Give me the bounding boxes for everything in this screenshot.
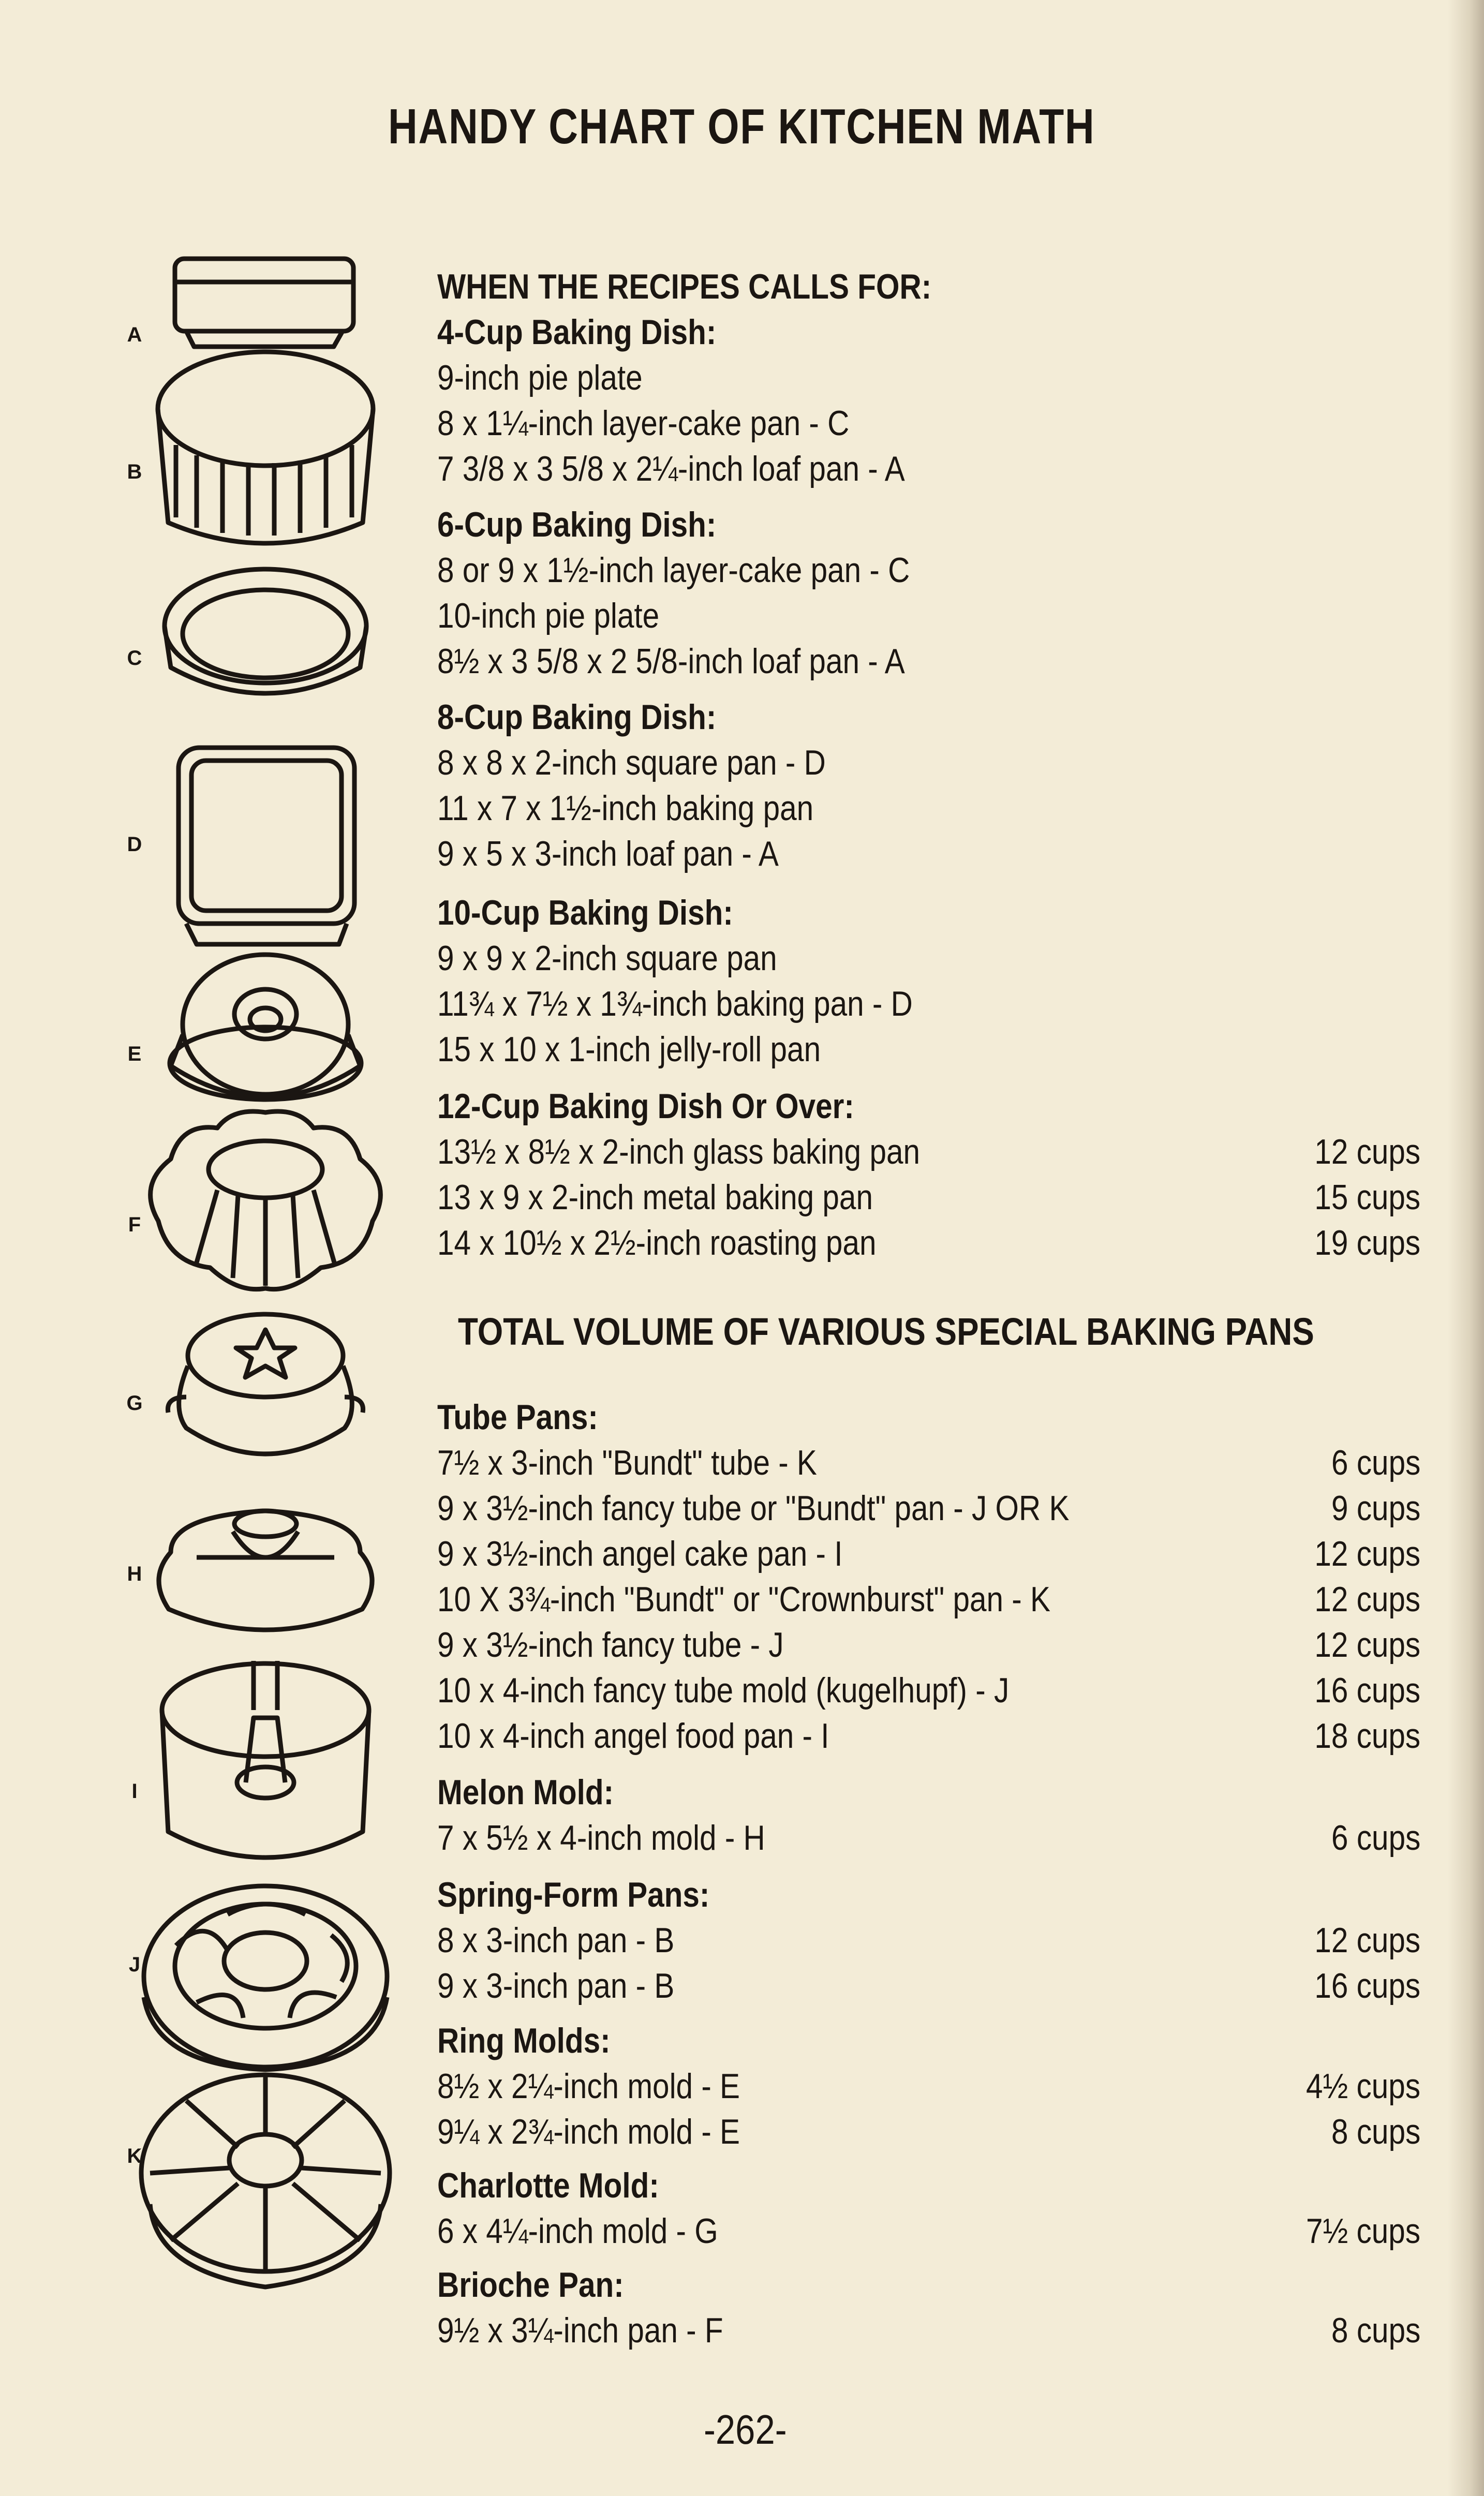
cup-value: 4½ cups [1305, 2067, 1420, 2106]
square-pan-d-illustration [179, 748, 354, 944]
list-item: 7 3/8 x 3 5/8 x 2¼-inch loaf pan - A [437, 449, 905, 488]
list-item: 8 x 8 x 2-inch square pan - D [437, 743, 826, 782]
section-title: TOTAL VOLUME OF VARIOUS SPECIAL BAKING PANS [458, 1310, 1314, 1353]
list-item: 10 X 3¾-inch "Bundt" or "Crownburst" pan - K 12 cups [437, 1577, 1420, 1622]
cup-value: 8 cups [1331, 2311, 1420, 2350]
pan-letter-a: A [127, 323, 142, 346]
pan-letter-h: H [127, 1563, 142, 1585]
list-item: 9¼ x 2¾-inch mold - E 8 cups [437, 2109, 1420, 2155]
list-item: 14 x 10½ x 2½-inch roasting pan 19 cups [437, 1220, 1420, 1266]
group-heading: 8-Cup Baking Dish: [437, 697, 717, 737]
group-heading: Tube Pans: [437, 1398, 598, 1437]
list-item: 9 x 9 x 2-inch square pan [437, 939, 777, 978]
melon-mold-h-illustration [159, 1511, 372, 1630]
spring-form-pan-b-illustration [158, 352, 373, 543]
cup-value: 16 cups [1314, 1966, 1420, 2005]
loaf-pan-a-illustration [175, 259, 353, 347]
list-item: 7½ x 3-inch "Bundt" tube - K 6 cups [437, 1440, 1420, 1485]
pan-letter-k: K [127, 2145, 142, 2167]
group-heading: Spring-Form Pans: [437, 1875, 710, 1914]
cup-value: 7½ cups [1305, 2211, 1420, 2251]
page-title: HANDY CHART OF KITCHEN MATH [388, 99, 1095, 154]
brioche-pan-f-illustration [151, 1111, 381, 1289]
pan-letter-e: E [127, 1043, 142, 1065]
page-number: -262- [704, 2406, 787, 2453]
list-item: 9 x 3½-inch angel cake pan - I 12 cups [437, 1531, 1420, 1577]
list-item: 8 or 9 x 1½-inch layer-cake pan - C [437, 551, 910, 590]
cup-value: 12 cups [1314, 1580, 1420, 1619]
kugelhupf-mold-j-illustration [144, 1886, 387, 2070]
list-item: 8½ x 3 5/8 x 2 5/8-inch loaf pan - A [437, 642, 905, 681]
cup-value: 9 cups [1331, 1489, 1420, 1528]
list-item: 9 x 3½-inch fancy tube - J 12 cups [437, 1622, 1420, 1668]
list-item: 13½ x 8½ x 2-inch glass baking pan 12 cups [437, 1129, 1420, 1175]
group-heading: 12-Cup Baking Dish Or Over: [437, 1087, 854, 1126]
cup-value: 15 cups [1314, 1178, 1420, 1217]
group-heading: Charlotte Mold: [437, 2166, 659, 2205]
calls-heading: WHEN THE RECIPES CALLS FOR: [437, 267, 932, 306]
cup-value: 6 cups [1331, 1443, 1420, 1482]
pan-letter-j: J [128, 1953, 141, 1976]
cup-value: 19 cups [1314, 1223, 1420, 1262]
layer-cake-pan-c-illustration [165, 569, 366, 693]
cup-value: 8 cups [1331, 2112, 1420, 2151]
ring-mold-e-illustration [170, 955, 361, 1100]
cup-value: 16 cups [1314, 1671, 1420, 1710]
list-item: 10 x 4-inch fancy tube mold (kugelhupf) - J 16 cups [437, 1668, 1420, 1713]
list-item: 9 x 5 x 3-inch loaf pan - A [437, 834, 779, 873]
angel-food-pan-i-illustration [162, 1661, 369, 1858]
cup-value: 12 cups [1314, 1921, 1420, 1960]
list-item: 9-inch pie plate [437, 358, 643, 397]
charlotte-mold-g-illustration [168, 1314, 363, 1454]
pan-letter-b: B [127, 460, 142, 483]
group-heading: 10-Cup Baking Dish: [437, 893, 733, 932]
cup-value: 18 cups [1314, 1716, 1420, 1756]
list-item: 9 x 3½-inch fancy tube or "Bundt" pan - J OR K 9 cups [437, 1485, 1420, 1531]
group-heading: Brioche Pan: [437, 2265, 624, 2305]
group-heading: 6-Cup Baking Dish: [437, 505, 717, 544]
bundt-pan-k-illustration [141, 2075, 390, 2287]
list-item: 8 x 3-inch pan - B 12 cups [437, 1918, 1420, 1963]
cup-value: 12 cups [1314, 1534, 1420, 1573]
list-item: 6 x 4¼-inch mold - G 7½ cups [437, 2208, 1420, 2254]
list-item: 10 x 4-inch angel food pan - I 18 cups [437, 1713, 1420, 1759]
list-item: 8½ x 2¼-inch mold - E 4½ cups [437, 2063, 1420, 2109]
list-item: 10-inch pie plate [437, 596, 660, 635]
list-item: 9 x 3-inch pan - B 16 cups [437, 1963, 1420, 2009]
pan-letter-f: F [128, 1213, 141, 1236]
list-item: 13 x 9 x 2-inch metal baking pan 15 cups [437, 1175, 1420, 1220]
pan-letter-d: D [127, 833, 142, 856]
group-heading: Melon Mold: [437, 1773, 614, 1812]
group-heading: 4-Cup Baking Dish: [437, 313, 717, 352]
pan-letter-i: I [131, 1780, 138, 1803]
cup-value: 12 cups [1314, 1625, 1420, 1665]
list-item: 9½ x 3¼-inch pan - F 8 cups [437, 2308, 1420, 2353]
group-heading: Ring Molds: [437, 2021, 611, 2060]
pan-letter-g: G [126, 1392, 143, 1415]
list-item: 11 x 7 x 1½-inch baking pan [437, 789, 814, 828]
list-item: 11¾ x 7½ x 1¾-inch baking pan - D [437, 984, 913, 1023]
cup-value: 6 cups [1331, 1818, 1420, 1858]
list-item: 15 x 10 x 1-inch jelly-roll pan [437, 1030, 821, 1069]
list-item: 8 x 1¼-inch layer-cake pan - C [437, 404, 850, 443]
list-item: 7 x 5½ x 4-inch mold - H 6 cups [437, 1815, 1420, 1861]
cup-value: 12 cups [1314, 1132, 1420, 1171]
pan-letter-c: C [127, 647, 142, 670]
